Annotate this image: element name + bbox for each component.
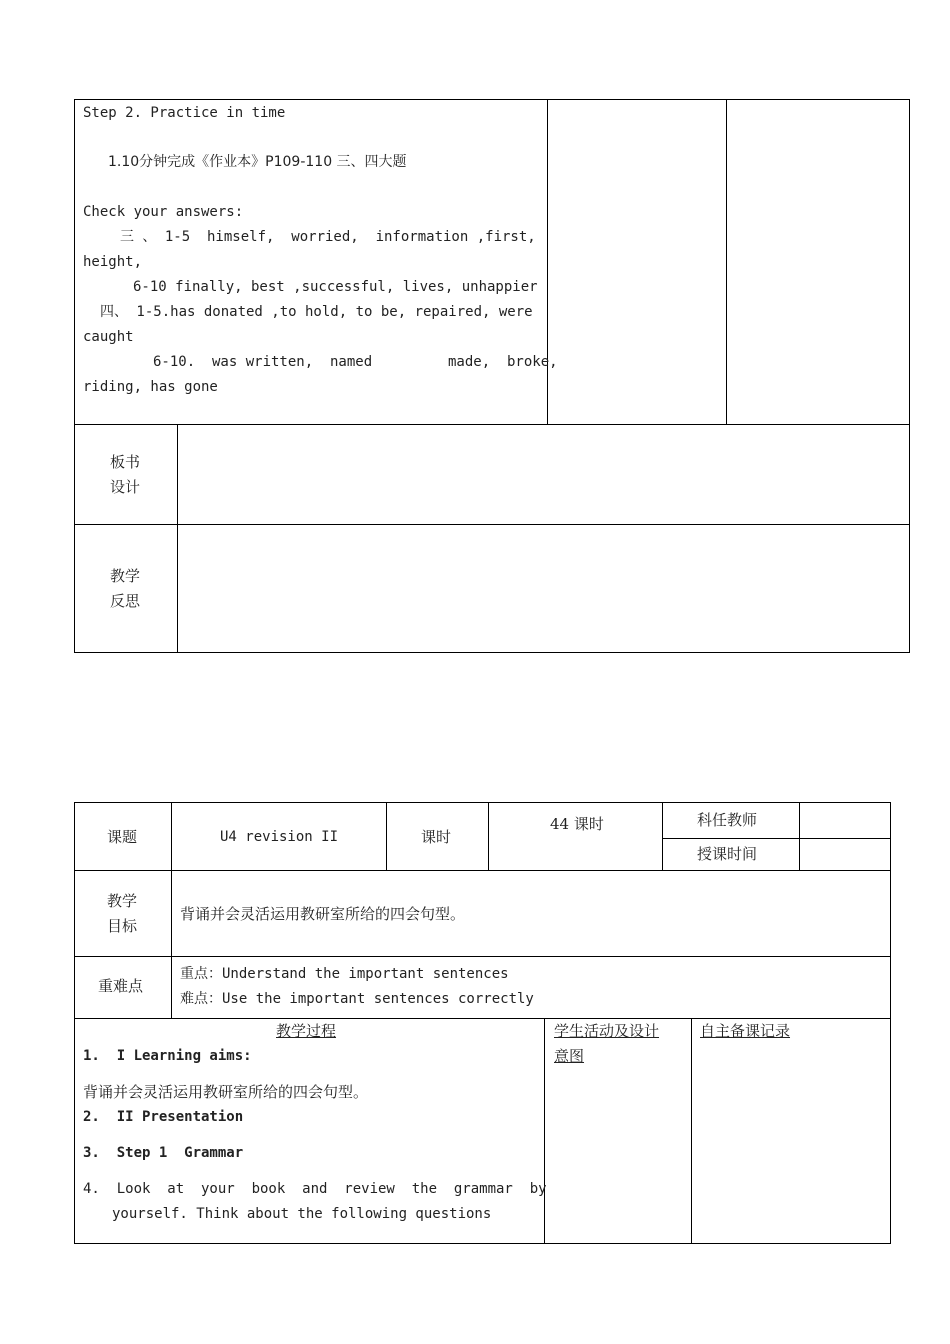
answer-line: 四、 1-5.has donated ,to hold, to be, repaired, were <box>100 304 533 320</box>
list-item: 3. Step 1 Grammar <box>83 1145 244 1161</box>
answer-line: caught <box>83 329 134 345</box>
answer-line: height, <box>83 254 143 270</box>
list-item-text: 背诵并会灵活运用教研室所给的四会句型。 <box>83 1083 369 1101</box>
period-value: 44 课时 <box>550 815 604 833</box>
topic-label: 课题 <box>107 828 138 846</box>
goal-label: 教学 <box>107 892 138 910</box>
key-point: 重点：Understand the important sentences <box>180 966 509 982</box>
step2-title: Step 2. Practice in time <box>83 105 286 121</box>
board-design-label: 设计 <box>110 478 141 496</box>
activity-header: 意图 <box>554 1047 585 1065</box>
goal-label: 目标 <box>107 917 138 935</box>
reflection-label: 反思 <box>110 592 141 610</box>
class-time-label: 授课时间 <box>697 845 758 863</box>
list-item: 4. Look at your book and review the grammar by <box>83 1181 547 1197</box>
reflection-label: 教学 <box>110 567 141 585</box>
process-header: 教学过程 <box>276 1022 337 1040</box>
teacher-label: 科任教师 <box>697 811 758 829</box>
key-points-label: 重难点 <box>98 977 144 995</box>
difficult-point: 难点：Use the important sentences correctly <box>180 991 534 1007</box>
goal-value: 背诵并会灵活运用教研室所给的四会句型。 <box>180 905 466 923</box>
activity-header: 学生活动及设计 <box>554 1022 660 1040</box>
list-item: 1. I Learning aims: <box>83 1048 252 1064</box>
answer-line: 6-10. was written, named made, broke, <box>153 354 558 370</box>
answer-line: riding, has gone <box>83 379 218 395</box>
check-title: Check your answers: <box>83 204 244 220</box>
board-design-label: 板书 <box>110 453 141 471</box>
step2-item: 1.10分钟完成《作业本》P109-110 三、四大题 <box>108 154 407 170</box>
answer-line: 6-10 finally, best ,successful, lives, unhappier <box>133 279 538 295</box>
list-item: 2. II Presentation <box>83 1109 244 1125</box>
topic-value: U4 revision II <box>220 829 339 845</box>
list-item: yourself. Think about the following questions <box>112 1206 492 1222</box>
period-label: 课时 <box>421 828 452 846</box>
answer-line: 三 、 1-5 himself, worried, information ,first, <box>120 229 536 245</box>
record-header: 自主备课记录 <box>700 1022 791 1040</box>
